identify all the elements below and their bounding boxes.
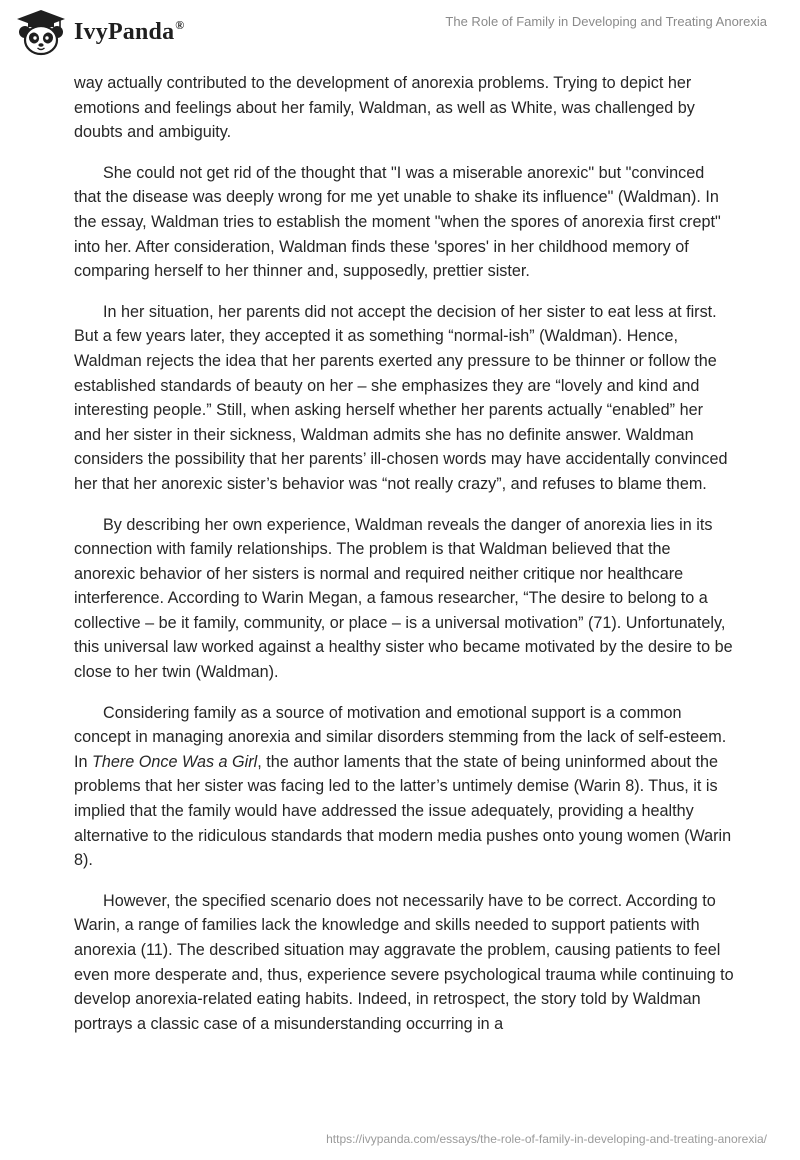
paragraph-2: She could not get rid of the thought that "I was a miserable anorexic" but "convinced that the disease was deeply wrong for me yet unable to shake its influence" (Waldman). In the essay, Waldman tries to establish the moment "when the spores of anorexia first crept" into her. After consideration, Waldman finds these 'spores' in her childhood memory of comparing herself to her thinner and, supposedly, prettier sister. [74,163,721,281]
paragraph-6: However, the specified scenario does not necessarily have to be correct. According to Warin, a range of families lack the knowledge and skills needed to support patients with anorexia (11). The described situation may aggravate the problem, causing patients to feel even more desperate and, thus, experience severe psychological trauma while continuing to develop anorexia-related eating habits. Indeed, in retrospect, the story told by Waldman portrays a classic case of a misunderstanding occurring in a [74,891,734,1033]
paragraph-1: way actually contributed to the development of anorexia problems. Trying to depict her emotions and feelings about her family, Waldman, as well as White, was challenged by doubts and ambiguity. [74,74,695,142]
panda-graduate-icon [14,8,68,56]
paragraph-4: By describing her own experience, Waldman reveals the danger of anorexia lies in its connection with family relationships. The problem is that Waldman believed that the anorexic behavior of her sisters is normal and required neither critique nor healthcare interference. According to Warin Megan, a famous researcher, “The desire to belong to a collective – be it family, community, or place – is a universal motivation” (71). Unfortunately, this universal law worked against a healthy sister who became motivated by the desire to be close to her twin (Waldman). [74,515,733,682]
book-title: There Once Was a Girl [92,752,258,771]
paragraph-5: Considering family as a source of motivation and emotional support is a common concept in managing anorexia and similar disorders stemming from the lack of self-esteem. In There Once Was a Girl, the author laments that the state of being uninformed about the problems that her sister was facing led to the latter’s untimely demise (Warin 8). Thus, it is implied that the family would have addressed the issue adequately, providing a healthy alternative to the ridiculous standards that modern media pushes onto young women (Warin 8). [74,703,732,870]
paragraph-3: In her situation, her parents did not accept the decision of her sister to eat less at first. But a few years later, they accepted it as something “normal-ish” (Waldman). Hence, Waldman rejects the idea that her parents exerted any pressure to be thinner or follow the established standards of beauty on her – she emphasizes they are “lovely and kind and interesting people.” Still, when asking herself whether her parents actually “enabled” her and her sister in their sickness, Waldman admits she has no definite answer. Waldman considers the possibility that her parents’ ill-chosen words may have accidentally convinced her that her anorexic sister’s behavior was “not really crazy”, and refuses to blame them. [74,302,728,493]
source-url[interactable]: https://ivypanda.com/essays/the-role-of-family-in-developing-and-treating-anorexia/ [326,1132,767,1146]
brand-name: IvyPanda® [74,18,185,45]
brand-logo[interactable] [14,8,184,56]
document-title: The Role of Family in Developing and Treating Anorexia [445,14,767,29]
essay-body [74,71,734,1052]
page-header [0,0,800,60]
